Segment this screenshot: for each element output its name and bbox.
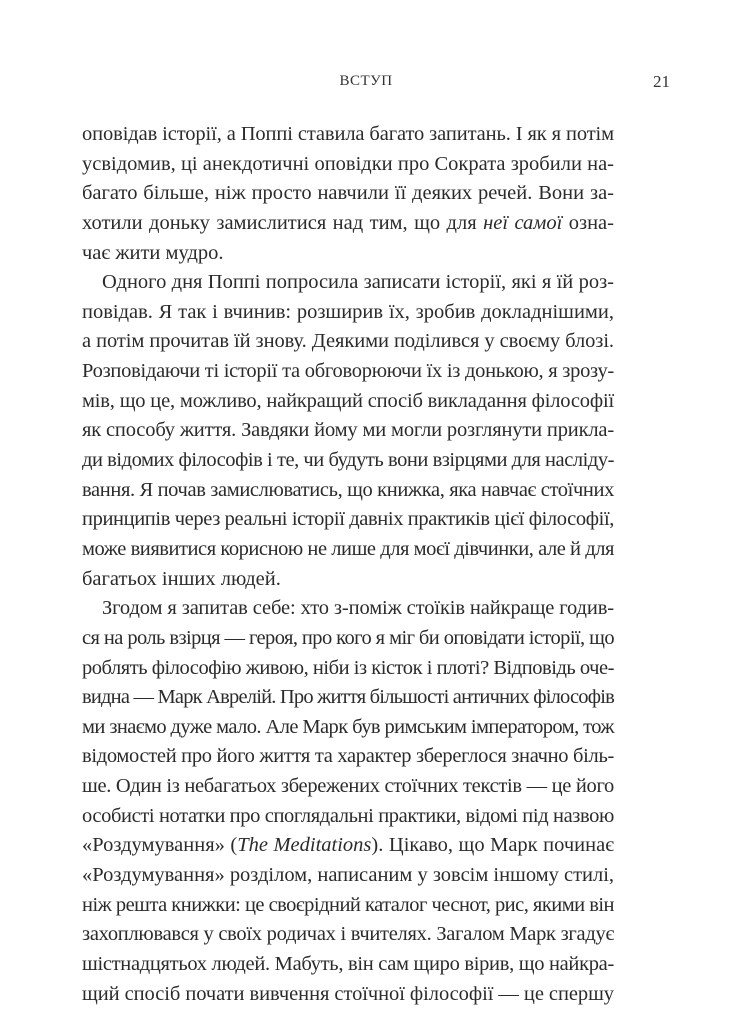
text-line: повідав. Я так і вчинив: розширив їх, зробив докладнішими, <box>82 300 614 323</box>
text-line: щий спосіб почати вивчення стоїчної філософії — це спершу <box>82 982 614 1005</box>
text-run: ). Цікаво, що Марк починає <box>371 834 614 857</box>
text-line: усвідомив, ці анекдотичні оповідки про Сократа зробили на- <box>82 152 614 175</box>
page-number: 21 <box>653 72 670 91</box>
text-line: шістнадцятьох людей. Мабуть, він сам щиро вірив, що найкра- <box>82 952 614 975</box>
text-line: багато більше, ніж просто навчили її деяких речей. Вони за- <box>82 182 614 205</box>
text-line: чає жити мудро. <box>82 241 224 264</box>
text-line: оповідав історії, а Поппі ставила багато запитань. І як я потім <box>82 123 614 145</box>
text-line <box>82 831 614 861</box>
text-line: може виявитися корисною не лише для моєї дівчинки, але й для <box>82 537 614 560</box>
text-line: особисті нотатки про споглядальні практики, відомі під назвою <box>82 804 614 827</box>
text-line: багатьох інших людей. <box>82 567 281 590</box>
paragraph-first-line: Згодом я запитав себе: хто з-поміж стоїків найкраще годив- <box>102 597 614 620</box>
emphasis-text: The Meditations <box>237 834 372 857</box>
text-line: принципів через реальні історії давніх практиків цієї філософії, <box>82 508 614 531</box>
text-line: як способу життя. Завдяки йому ми могли розглянути прикла- <box>82 419 614 442</box>
text-line: ми знаємо дуже мало. Але Марк був римським імператором, тож <box>82 715 614 738</box>
text-line: ся на роль взірця — героя, про кого я міг би оповідати історії, що <box>82 626 614 649</box>
text-line: захоплювався у своїх родичах і вчителях. Загалом Марк згадує <box>82 923 614 946</box>
text-line: ди відомих філософів і те, чи будуть вони взірцями для насліду- <box>82 449 614 472</box>
text-line: мів, що це, можливо, найкращий спосіб викладання філософії <box>82 389 614 412</box>
text-line: Розповідаючи ті історії та обговорюючи їх із донькою, я зрозу- <box>82 360 614 383</box>
text-line: ніж решта книжки: це своєрідний каталог чеснот, рис, якими він <box>82 893 614 916</box>
body-text <box>82 120 614 1009</box>
text-line: роблять філософію живою, ніби із кісток і плоті? Відповідь оче- <box>82 656 614 679</box>
text-run: озна- <box>562 211 614 234</box>
text-line: ше. Один із небагатьох збережених стоїчних текстів — це його <box>82 775 614 798</box>
text-line: вання. Я почав замислюватись, що книжка, яка навчає стоїчних <box>82 478 614 501</box>
text-line: а потім прочитав їй знову. Деякими поділився у своєму блозі. <box>82 330 614 353</box>
text-line: відомостей про його життя та характер збереглося значно біль- <box>82 745 614 768</box>
chapter-title: ВСТУП <box>339 73 393 89</box>
text-run: хотили доньку замислитися над тим, що для <box>82 211 484 234</box>
text-run: «Роздумування» ( <box>82 834 238 857</box>
emphasis-text: неї самої <box>483 211 563 234</box>
text-line: «Роздумування» розділом, написаним у зовсім іншому стилі, <box>82 864 614 887</box>
paragraph-first-line: Одного дня Поппі попросила записати історії, які я їй роз- <box>102 271 614 294</box>
text-line <box>82 209 614 239</box>
text-line: видна — Марк Аврелій. Про життя більшості античних філософів <box>82 686 614 709</box>
